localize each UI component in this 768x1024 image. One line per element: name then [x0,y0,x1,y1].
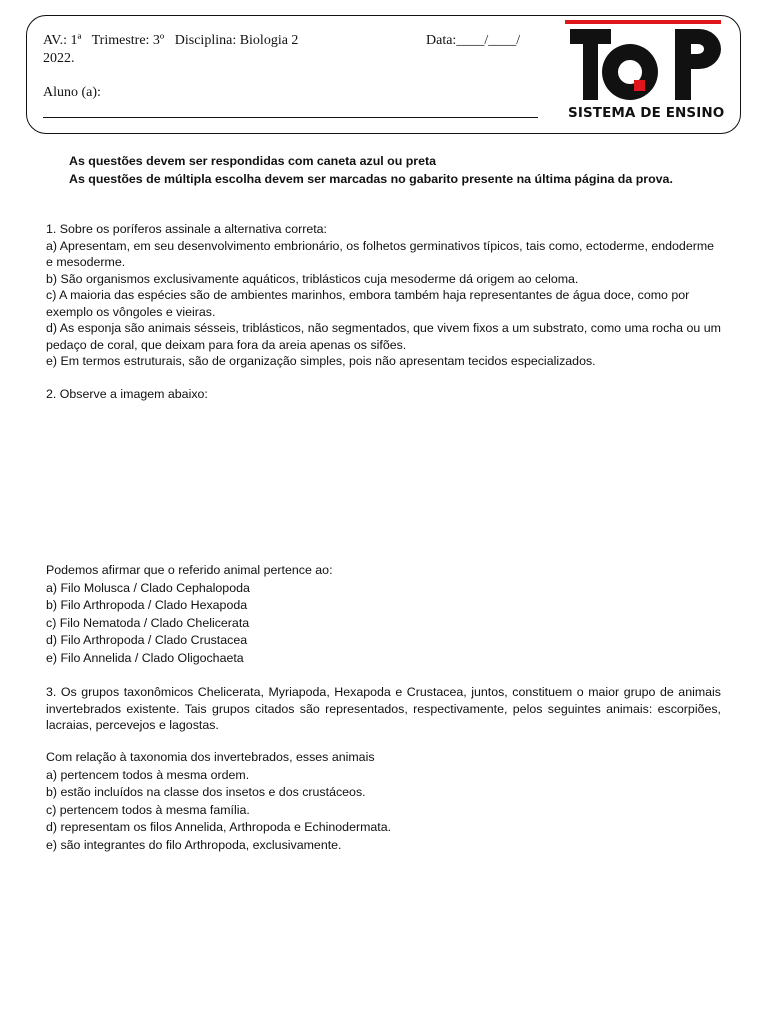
question-3-option-e: e) são integrantes do filo Arthropoda, exclusivamente. [46,837,342,852]
question-1-option-d: d) As esponja são animais sésseis, triblásticos, não segmentados, que vivem fixos a um substrato, como uma rocha ou um pedaço de coral, que deixam para fora da areia apenas os sifões. [46,321,721,352]
question-1-option-b: b) São organismos exclusivamente aquáticos, triblásticos cuja mesoderme dá origem ao celoma. [46,271,579,286]
question-2-option-d: d) Filo Arthropoda / Clado Crustacea [46,633,248,647]
logo-caption: SISTEMA DE ENSINO [568,105,725,121]
question-2-prompt: Podemos afirmar que o referido animal pertence ao: [46,563,333,577]
question-1-option-c: c) A maioria das espécies são de ambientes marinhos, embora também haja representantes de água doce, como por exemplo os vôngoles e vieiras. [46,288,690,319]
instruction-1: As questões devem ser respondidas com caneta azul ou preta [69,154,437,168]
question-3-stem: 3. Os grupos taxonômicos Chelicerata, Myriapoda, Hexapoda e Crustacea, juntos, constituem o maior grupo de animais invertebrados existente. Tais grupos citados são representados, respectivamente, pelos seguintes animais: escorpiões, lacraias, percevejos e lagostas. [46,685,721,732]
question-1-option-a: a) Apresentam, em seu desenvolvimento embrionário, os folhetos germinativos típicos, tais como, ectoderme, endoderme e mesoderme. [46,238,715,269]
question-2-option-e: e) Filo Annelida / Clado Oligochaeta [46,650,244,665]
exam-year: 2022. [43,51,75,66]
question-2 [46,562,721,666]
question-2-option-b: b) Filo Arthropoda / Clado Hexapoda [46,598,248,612]
student-name-label: Aluno (a): [43,85,101,100]
question-3-option-b: b) estão incluídos na classe dos insetos e dos crustáceos. [46,785,366,799]
date-field: Data:____/____/ [426,33,521,48]
student-name-line [43,117,538,118]
exam-info-line: AV.: 1ª Trimestre: 3º Disciplina: Biologia 2 [43,33,299,48]
question-1-stem: 1. Sobre os poríferos assinale a alternativa correta: [46,222,328,236]
question-3 [46,749,721,853]
question-2-stem: 2. Observe a imagem abaixo: [46,387,208,401]
instruction-2: As questões de múltipla escolha devem ser marcadas no gabarito presente na última página da prova. [69,172,673,186]
question-3-prompt: Com relação à taxonomia dos invertebrados, esses animais [46,750,375,764]
question-3-option-d: d) representam os filos Annelida, Arthropoda e Echinodermata. [46,820,392,834]
question-3-option-c: c) pertencem todos à mesma família. [46,802,250,817]
question-2-option-a: a) Filo Molusca / Clado Cephalopoda [46,580,250,595]
question-3-option-a: a) pertencem todos à mesma ordem. [46,767,250,782]
question-1-option-e: e) Em termos estruturais, são de organização simples, pois não apresentam tecidos especializados. [46,354,596,368]
question-2-option-c: c) Filo Nematoda / Clado Chelicerata [46,615,250,630]
question-1 [46,221,721,370]
